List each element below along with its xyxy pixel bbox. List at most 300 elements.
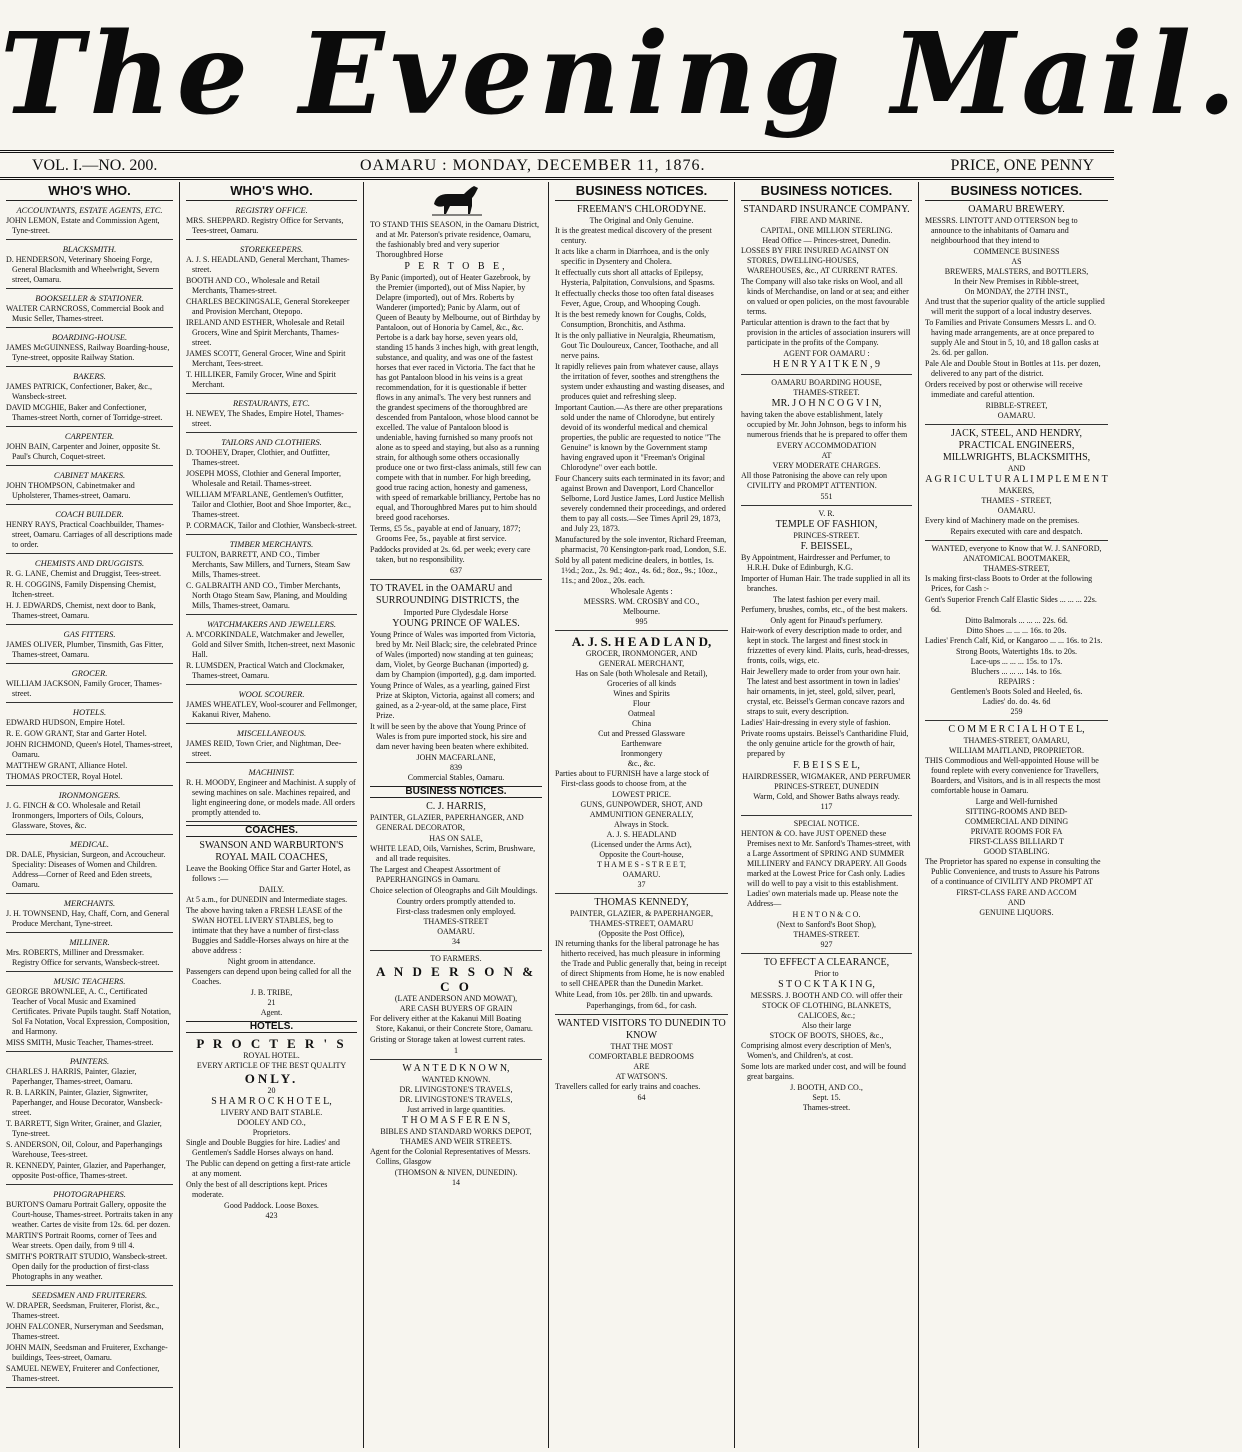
advert-line: AGENT FOR OAMARU :	[783, 349, 870, 358]
advert-line: THOMAS KENNEDY,	[594, 897, 689, 908]
advert-line: A N D E R S O N & C O	[375, 964, 537, 994]
advert-line: PRINCES-STREET, DUNEDIN	[774, 782, 879, 791]
advert-line: OAMARU BOARDING HOUSE,	[771, 378, 882, 387]
advert-line: Flour	[632, 699, 651, 708]
advert-line: REPAIRS :	[998, 677, 1035, 686]
advert-line: S T O C K T A K I N G,	[778, 979, 875, 990]
section-heading: HOTELS.	[72, 707, 107, 717]
directory-entry: JOHN FALCONER, Nurseryman and Seedsman, Thames-street.	[6, 1322, 164, 1341]
advert-line: Parties about to FURNISH have a large stock of First-class goods to choose from, at the	[555, 769, 710, 788]
advert-line: PRACTICAL ENGINEERS, MILLWRIGHTS, BLACKSMITHS,	[942, 440, 1091, 463]
section-heading: PAINTERS.	[69, 1056, 110, 1066]
advert-line: MESSRS. LINTOTT AND OTTERSON beg to announce to the inhabitants of Oamaru and neighbourhood that they intend to	[925, 216, 1078, 245]
advert-line: Orders received by post or otherwise will receive immediate and careful attention.	[925, 380, 1083, 399]
advert-line: Oatmeal	[627, 709, 656, 718]
advert-line: 14	[452, 1178, 460, 1187]
advert-line: MESSRS. J. BOOTH AND CO. will offer their	[750, 991, 903, 1000]
advert-line: 259	[1010, 707, 1023, 716]
advert-line: The latest fashion per every mail.	[772, 595, 881, 604]
section-heading: WOOL SCOURER.	[238, 689, 305, 699]
directory-entry: DR. DALE, Physician, Surgeon, and Accoucheur. Speciality: Diseases of Women and Children. Address—Corner of Reed and Eden streets, Oamaru.	[6, 850, 166, 889]
advert-line: PRIVATE ROOMS FOR FA	[970, 827, 1063, 836]
advert-line: Warm, Cold, and Shower Baths always ready.	[753, 792, 900, 801]
advert-line: WHITE LEAD, Oils, Varnishes, Scrim, Brushware, and all trade requisites.	[370, 844, 536, 863]
advert-line: The Company will also take risks on Wool, and all kinds of Merchandise, on land or at sea; and either on valued or open policies, on the most favourable terms.	[741, 277, 909, 316]
directory-entry: R. H. COGGINS, Family Dispensing Chemist, Itchen-street.	[6, 580, 157, 599]
advert-line: Imported Pure Clydesdale Horse	[403, 608, 509, 617]
advert-line: HAS ON SALE,	[429, 834, 483, 843]
section-heading: TAILORS AND CLOTHIERS.	[221, 437, 322, 447]
directory-entry: HENRY RAYS, Practical Coachbuilder, Thames-street, Oamaru. Carriages of all descriptions made to order.	[6, 520, 173, 549]
advert-line: WILLIAM MAITLAND, PROPRIETOR.	[949, 746, 1084, 755]
advert-line: Country orders promptly attended to.	[396, 897, 516, 906]
advert-line: Choice selection of Oleographs and Gilt Mouldings.	[370, 886, 538, 895]
section-heading: WATCHMAKERS AND JEWELLERS.	[206, 619, 337, 629]
advert-line: Hair-work of every description made to order, and kept in stock. The largest and finest stock in frizzettes of every kind. Plaits, curls, head-dresses, fronts, coils, wigs, etc.	[741, 626, 910, 665]
advert-line: Paddocks provided at 2s. 6d. per week; every care taken, but no responsibility.	[370, 545, 531, 564]
advert-line: On MONDAY, the 27TH INST.,	[964, 287, 1069, 296]
directory-entry: CHARLES J. HARRIS, Painter, Glazier, Paperhanger, Thames-street, Oamaru.	[6, 1067, 137, 1086]
directory-entry: MRS. SHEPPARD. Registry Office for Servants, Tees-street, Oamaru.	[186, 216, 344, 235]
advert-line: Perfumery, brushes, combs, etc., of the best makers.	[741, 605, 908, 614]
advert-line: TEMPLE OF FASHION,	[775, 519, 878, 530]
advert-line: CAPITAL, ONE MILLION STERLING.	[760, 226, 893, 235]
advert-line: Opposite the Court-house,	[599, 850, 684, 859]
directory-entry: IRELAND AND ESTHER, Wholesale and Retail Grocers, Wine and Spirit Merchants, Thames-street.	[186, 318, 345, 347]
advert-line: TO EFFECT A CLEARANCE,	[763, 957, 890, 968]
advert-line: The Proprietor has spared no expense in consulting the Public Convenience, and trusts to Assure his Patrons of a continuance of CIVILITY AND PROMPT AT	[925, 857, 1101, 886]
column-header: BUSINESS NOTICES.	[925, 182, 1108, 201]
advert-line: It acts like a charm in Diarrhoea, and is the only specific in Dysentery and Cholera.	[555, 247, 709, 266]
advert-line: BREWERS, MALSTERS, and BOTTLERS,	[944, 267, 1089, 276]
insurance-advert	[741, 204, 912, 371]
section-heading: CARPENTER.	[64, 431, 115, 441]
advert-line: Some lots are marked under cost, and will be found great bargains.	[741, 1062, 906, 1081]
advert-line: Passengers can depend upon being called for all the Coaches.	[186, 967, 352, 986]
advert-line: (Next to Sanford's Boot Shop),	[777, 920, 876, 929]
advert-line: DOOLEY AND CO.,	[237, 1118, 306, 1127]
directory-entry: JOSEPH MOSS, Clothier and General Importer, Wholesale and Retail. Thames-street.	[186, 469, 341, 488]
directory-entry: T. BARRETT, Sign Writer, Grainer, and Glazier, Tyne-street.	[6, 1119, 162, 1138]
advert-line: LIVERY AND BAIT STABLE.	[220, 1108, 323, 1117]
advert-line: COMFORTABLE BEDROOMS	[589, 1052, 694, 1061]
advert-line: Particular attention is drawn to the fact that by provision in the articles of association insurers will participate in the profits of the Company.	[741, 318, 911, 347]
advert-line: BIBLES AND STANDARD WORKS DEPOT,	[380, 1127, 532, 1136]
advert-line: T H O M A S F E R E N S,	[401, 1115, 511, 1126]
directory-list	[6, 205, 173, 1388]
advert-line: OAMARU.	[437, 927, 475, 936]
directory-list	[186, 205, 357, 822]
advert-line: C. J. HARRIS,	[426, 801, 486, 812]
advert-line: GUNS, GUNPOWDER, SHOT, AND	[580, 800, 703, 809]
column-header: WHO'S WHO.	[6, 182, 173, 201]
advert-line: The Largest and Cheapest Assortment of PAPERHANGINGS in Oamaru.	[370, 865, 501, 884]
directory-entry: MATTHEW GRANT, Alliance Hotel.	[6, 761, 128, 770]
advert-line: Wholesale Agents :	[610, 587, 673, 596]
directory-entry: D. HENDERSON, Veterinary Shoeing Forge, General Blacksmith and Wheelwright, Severn street, Oamaru.	[6, 255, 160, 284]
advert-line: LOWEST PRICE.	[612, 790, 671, 799]
directory-entry: J. G. FINCH & CO. Wholesale and Retail Ironmongers, Importers of Oils, Colours, Glassware, Stoves, &c.	[6, 801, 144, 830]
section-heading: MILLINER.	[69, 937, 110, 947]
engineers-advert	[925, 428, 1108, 537]
advert-line: Lace-ups ... ... ... 15s. to 17s.	[970, 657, 1063, 666]
advert-line: J. BOOTH, AND CO.,	[790, 1083, 863, 1092]
advert-line: 839	[450, 763, 462, 772]
advert-line: Always in Stock.	[614, 820, 669, 829]
advert-line: 551	[820, 492, 833, 501]
commercial-hotel-advert	[925, 724, 1108, 918]
directory-entry: THOMAS PROCTER, Royal Hotel.	[6, 772, 123, 781]
section-heading: TIMBER MERCHANTS.	[229, 539, 314, 549]
advert-line: MR. J O H N C O G V I N,	[771, 398, 882, 409]
advert-line: THAMES-STREET, OAMARU	[589, 919, 694, 928]
kennedy-advert	[555, 897, 728, 1011]
advert-line: H E N R Y A I T K E N , 9	[773, 359, 880, 370]
directory-entry: JOHN LEMON, Estate and Commission Agent, Tyne-street.	[6, 216, 160, 235]
advert-line: Groceries of all kinds	[606, 679, 677, 688]
column-business-3	[919, 182, 1114, 1448]
advert-line: OAMARU.	[997, 506, 1036, 515]
advert-line: Paperhangings, from 6d., for cash.	[586, 1001, 697, 1010]
directory-entry: JAMES OLIVER, Plumber, Tinsmith, Gas Fitter, Thames-street, Oamaru.	[6, 640, 164, 659]
business-notices-header: BUSINESS NOTICES.	[370, 786, 542, 798]
advert-line: 117	[820, 802, 833, 811]
advert-line: THAT THE MOST	[610, 1042, 673, 1051]
temple-of-fashion-advert	[741, 509, 912, 812]
advert-line: ROYAL MAIL COACHES,	[215, 852, 328, 863]
directory-entry: DAVID MCGHIE, Baker and Confectioner, Thames-street North, corner of Torridge-street.	[6, 403, 163, 422]
advert-line: Single and Double Buggies for hire. Ladies' and Gentlemen's Saddle Horses always on hand.	[186, 1138, 340, 1157]
advert-line: W A N T E D K N O W N,	[402, 1063, 510, 1074]
advert-line: (Opposite the Post Office),	[598, 929, 685, 938]
section-heading: GROCER.	[71, 668, 108, 678]
directory-entry: R. KENNEDY, Painter, Glazier, and Paperhanger, opposite Post-office, Thames-street.	[6, 1161, 166, 1180]
directory-entry: A. M'CORKINDALE, Watchmaker and Jeweller, Gold and Silver Smith, Itchen-street, next Masonic Hall.	[186, 630, 356, 659]
advert-line: Travellers called for early trains and coaches.	[555, 1082, 701, 1091]
advert-line: COMMERCIAL AND DINING	[964, 817, 1069, 826]
advert-line: Young Prince of Wales, as a yearling, gained First Prize at Skipton, Victoria, against all comers; and gained, as a 2-year-old, at the same place, First Prize.	[370, 681, 535, 720]
advert-line: 927	[820, 940, 833, 949]
advert-line: PRINCES-STREET.	[793, 531, 860, 540]
advert-line: THAMES-STREET,	[983, 564, 1050, 573]
advert-line: Manufactured by the sole inventor, Richard Freeman, pharmacist, 70 Kensington-park road, London, S.E.	[555, 535, 727, 554]
advert-line: (THOMSON & NIVEN, DUNEDIN).	[394, 1168, 518, 1177]
directory-entry: FULTON, BARRETT, AND CO., Timber Merchants, Saw Millers, and Turners, Steam Saw Mills, Thames-street.	[186, 550, 351, 579]
advert-line: F. B E I S S E L,	[793, 760, 860, 771]
issue-date: OAMARU : MONDAY, DECEMBER 11, 1876.	[360, 157, 706, 174]
advert-line: SITTING-ROOMS AND BED-	[965, 807, 1068, 816]
section-heading: REGISTRY OFFICE.	[235, 205, 308, 215]
advert-line: GROCER, IRONMONGER, AND	[585, 649, 698, 658]
advert-line: Pale Ale and Double Stout in Bottles at 11s. per dozen, delivered to any part of the district.	[925, 359, 1101, 378]
advert-line: DAILY.	[258, 885, 285, 894]
advert-line: Only the best of all descriptions kept. Prices moderate.	[186, 1180, 328, 1199]
section-heading: GAS FITTERS.	[63, 629, 116, 639]
advert-line: PAINTER, GLAZIER, PAPERHANGER, AND GENERAL DECORATOR,	[370, 813, 524, 832]
advert-line: Gristing or Storage taken at lowest current rates.	[370, 1035, 526, 1044]
directory-entry: T. HILLIKER, Family Grocer, Wine and Spirit Merchant.	[186, 370, 336, 389]
advert-line: A. J. S. H E A D L A N D,	[571, 634, 712, 649]
advert-line: It will be seen by the above that Young Prince of Wales is from pure imported stock, his sire and dam never having been beaten where exhibited.	[370, 722, 529, 751]
advert-line: Wines and Spirits	[613, 689, 670, 698]
column-business-2	[735, 182, 919, 1448]
directory-entry: Mrs. ROBERTS, Milliner and Dressmaker. Registry Office for servants, Wansbeck-street.	[6, 948, 160, 967]
advert-line: T H A M E S - S T R E E T,	[597, 860, 686, 869]
bootmaker-advert	[925, 544, 1108, 717]
advert-line: A. J. S. HEADLAND	[606, 830, 677, 839]
directory-entry: JAMES SCOTT, General Grocer, Wine and Spirit Merchant, Tees-street.	[186, 349, 346, 368]
advert-line: STOCK OF BOOTS, SHOES, &c.,	[769, 1031, 884, 1040]
directory-entry: A. J. S. HEADLAND, General Merchant, Thames-street.	[186, 255, 350, 274]
section-heading: MERCHANTS.	[63, 898, 116, 908]
advert-line: First-class tradesmen only employed.	[396, 907, 516, 916]
advert-line: Comprising almost every description of Men's, Women's, and Children's, at cost.	[741, 1041, 892, 1060]
advert-line: THAMES - STREET,	[981, 496, 1052, 505]
advert-line: THIS Commodious and Well-appointed House will be found replete with every convenience for Travellers, Boarders, and Visitors, and is in all respects the most comfortable house in Oamaru.	[925, 756, 1101, 795]
directory-entry: H. NEWEY, The Shades, Empire Hotel, Thames-street.	[186, 409, 344, 428]
directory-entry: W. DRAPER, Seedsman, Fruiterer, Florist, &c., Thames-street.	[6, 1301, 160, 1320]
section-heading: STOREKEEPERS.	[239, 244, 304, 254]
advert-line: FREEMAN'S CHLORODYNE.	[576, 204, 707, 215]
advert-line: It rapidly relieves pain from whatever cause, allays the irritation of fever, soothes and strengthens the system under exhausting and wasting diseases, and produces quiet and refreshing sleep.	[555, 362, 725, 401]
advert-line: Prior to	[814, 969, 839, 978]
advert-line: Also their large	[801, 1021, 852, 1030]
directory-entry: BOOTH AND CO., Wholesale and Retail Merchants, Thames-street.	[186, 276, 320, 295]
advert-line: Every kind of Machinery made on the premises.	[925, 516, 1080, 525]
advert-line: Melbourne.	[622, 607, 661, 616]
coaches-header: COACHES.	[186, 825, 357, 837]
advert-line: Proprietors.	[252, 1128, 291, 1137]
advert-line: 21	[267, 998, 276, 1007]
clydesdale-advert	[370, 583, 542, 783]
advert-line: COMMENCE BUSINESS	[973, 247, 1060, 256]
advert-line: 1	[454, 1046, 458, 1055]
advert-line: AMMUNITION GENERALLY,	[589, 810, 694, 819]
advert-line: SPECIAL NOTICE.	[793, 819, 860, 828]
directory-entry: H. J. EDWARDS, Chemist, next door to Bank, Thames-street, Oamaru.	[6, 601, 156, 620]
advert-line: AND	[1007, 464, 1026, 473]
directory-entry: JAMES WHEATLEY, Wool-scourer and Fellmonger, Kakanui River, Maheno.	[186, 700, 358, 719]
advert-line: having taken the above establishment, lately occupied by Mr. John Johnson, begs to inform his numerous friends that he is prepared to offer them	[741, 410, 908, 439]
advert-line: Agent.	[260, 1008, 283, 1017]
advert-line: Repairs executed with care and despatch.	[950, 527, 1083, 536]
advert-line: 423	[265, 1211, 278, 1220]
advert-line: Leave the Booking Office Star and Garter Hotel, as follows :—	[186, 864, 351, 883]
directory-entry: GEORGE BROWNLEE, A. C., Certificated Teacher of Vocal Music and Examined Certificates. Private Pupils taught. Staff Notation, Sol Fa Notation, Vocal Expression, Composition, and Harmony.	[6, 987, 171, 1036]
advert-line: For delivery either at the Kakanui Mill Boating Store, Kakanui, or their Concrete Store, Oamaru.	[370, 1014, 533, 1033]
advert-line: All those Patronising the above can rely upon CIVILITY and PROMPT ATTENTION.	[741, 471, 887, 490]
directory-entry: BURTON'S Oamaru Portrait Gallery, opposite the Court-house, Thames-street. Portraits taken in any weather. Cartes de visite from 12s. 6d. per dozen.	[6, 1200, 173, 1229]
advert-line: (Licensed under the Arms Act),	[591, 840, 692, 849]
advert-line: Agent for the Colonial Representatives of Messrs. Collins, Glasgow	[370, 1147, 531, 1166]
advert-line: F. BEISSEL,	[800, 541, 853, 552]
advert-line: OAMARU BREWERY.	[968, 204, 1065, 215]
horse-icon	[426, 182, 486, 218]
directory-entry: R. G. LANE, Chemist and Druggist, Tees-street.	[6, 569, 162, 578]
advert-line: 995	[635, 617, 648, 626]
advert-line: It is the greatest medical discovery of the present century.	[555, 226, 712, 245]
advert-line: And trust that the superior quality of the article supplied will merit the support of a local industry deserves.	[925, 297, 1105, 316]
advert-line: EVERY ARTICLE OF THE BEST QUALITY	[196, 1061, 347, 1070]
advert-line: By Appointment, Hairdresser and Perfumer, to H.R.H. Duke of Edinburgh, K.G.	[741, 553, 891, 572]
advert-line: GENERAL MERCHANT,	[598, 659, 685, 668]
advert-line: Ladies' do. do. 4s. 6d	[982, 697, 1051, 706]
directory-entry: JAMES McGUINNESS, Railway Boarding-house, Tyne-street, opposite Railway Station.	[6, 343, 170, 362]
advert-line: MESSRS. WM. CROSBY and CO.,	[583, 597, 700, 606]
advert-line: Ditto Shoes ... ... ... 16s. to 20s.	[966, 626, 1067, 635]
directory-entry: R. LUMSDEN, Practical Watch and Clockmaker, Thames-street, Oamaru.	[186, 661, 345, 680]
advert-line: THAMES-STREET.	[793, 930, 860, 939]
advert-line: OAMARU.	[997, 411, 1036, 420]
section-heading: BLACKSMITH.	[62, 244, 117, 254]
issue-price: PRICE, ONE PENNY	[950, 157, 1094, 174]
volume-number: VOL. I.—NO. 200.	[32, 157, 158, 174]
advert-line: SWANSON AND WARBURTON'S	[199, 840, 344, 851]
advert-line: OAMARU.	[622, 870, 661, 879]
advert-line: P E R T O B E,	[404, 261, 508, 272]
advert-line: C O M M E R C I A L H O T E L,	[948, 724, 1085, 735]
headland-advert	[555, 634, 728, 890]
advert-line: WANTED KNOWN.	[421, 1075, 491, 1084]
advert-line: It effectually checks those too often fatal diseases Fever, Ague, Croup, and Whooping Cough.	[555, 289, 714, 308]
advert-line: ROYAL HOTEL.	[243, 1051, 300, 1060]
advert-line: Ladies' Hair-dressing in every style of fashion.	[741, 718, 891, 727]
advert-line: Ironmongery	[620, 749, 663, 758]
advert-line: THAMES-STREET	[423, 917, 489, 926]
advert-line: 34	[452, 937, 460, 946]
advert-line: In their New Premises in Ribble-street,	[954, 277, 1079, 286]
directory-entry: J. H. TOWNSEND, Hay, Chaff, Corn, and General Produce Merchant, Tyne-street.	[6, 909, 170, 928]
advert-line: 20	[267, 1086, 276, 1095]
directory-entry: JOHN THOMPSON, Cabinetmaker and Upholsterer, Thames-street, Oamaru.	[6, 481, 135, 500]
advert-line: Gent's Superior French Calf Elastic Sides ... ... ... 22s. 6d.	[925, 595, 1097, 614]
advert-line: Just arrived in large quantities.	[406, 1105, 506, 1114]
advert-line: FIRST-CLASS BILLIARD T	[969, 837, 1064, 846]
directory-entry: R. B. LARKIN, Painter, Glazier, Signwriter, Paperhanger, and House Decorator, Wansbeck-street.	[6, 1088, 163, 1117]
advert-line: ONLY.	[244, 1071, 299, 1086]
advert-line: Night groom in attendance.	[227, 957, 316, 966]
advert-line: 37	[637, 880, 646, 889]
advert-line: Has on Sale (both Wholesale and Retail),	[575, 669, 708, 678]
advert-line: The Public can depend on getting a first-rate article at any moment.	[186, 1159, 351, 1178]
advert-line: H E N T O N & C O.	[792, 910, 861, 919]
directory-entry: JAMES PATRICK, Confectioner, Baker, &c., Wansbeck-street.	[6, 382, 152, 401]
section-heading: MEDICAL.	[70, 839, 109, 849]
special-notice-advert	[741, 819, 912, 950]
advert-line: P R O C T E R ' S	[196, 1036, 347, 1051]
advert-line: It effectually cuts short all attacks of Epilepsy, Hysteria, Palpitation, Convulsions, and Spasms.	[555, 268, 715, 287]
advert-line: AND	[1007, 898, 1026, 907]
advert-line: GOOD STABLING.	[983, 847, 1050, 856]
advert-line: FIRST-CLASS FARE AND ACCOM	[956, 888, 1077, 897]
advert-line: DR. LIVINGSTONE'S TRAVELS,	[399, 1095, 513, 1104]
advert-line: Ditto Balmorals ... ... ... 22s. 6d.	[965, 616, 1068, 625]
column-header: WHO'S WHO.	[186, 182, 357, 201]
hotels-header: HOTELS.	[186, 1021, 357, 1033]
directory-entry: D. TOOHEY, Draper, Clothier, and Outfitter, Thames-street.	[186, 448, 330, 467]
hotels-advert	[186, 1036, 357, 1221]
section-heading: BOARDING-HOUSE.	[51, 332, 128, 342]
advert-line: AS	[1011, 257, 1022, 266]
advert-line: FIRE AND MARINE.	[790, 216, 863, 225]
advert-line: THAMES AND WEIR STREETS.	[400, 1137, 512, 1146]
advert-line: 637	[450, 566, 462, 575]
section-heading: ACCOUNTANTS, ESTATE AGENTS, ETC.	[16, 205, 163, 215]
advert-line: Good Paddock. Loose Boxes.	[224, 1201, 319, 1210]
section-heading: CHEMISTS AND DRUGGISTS.	[34, 558, 145, 568]
advert-line: TO TRAVEL in the OAMARU and SURROUNDING DISTRICTS, the	[370, 583, 520, 606]
directory-entry: C. GALBRAITH AND CO., Timber Merchants, North Otago Steam Saw, Planing, and Moulding Mills, Thames-street, Oamaru.	[186, 581, 348, 610]
directory-entry: P. CORMACK, Tailor and Clothier, Wansbeck-street.	[186, 521, 357, 530]
advert-line: STANDARD INSURANCE COMPANY.	[743, 204, 910, 215]
directory-entry: R. E. GOW GRANT, Star and Garter Hotel.	[6, 729, 147, 738]
wanted-known-advert	[370, 1063, 542, 1188]
advert-line: China	[631, 719, 652, 728]
advert-line: Hair Jewellery made to order from your own hair. The latest and best assortment in town in ladies' hair ornaments, in jet, steel, gold, silver, pearl, crystal, etc. Beissel's German concave razors and straps to suit, every description.	[741, 667, 905, 716]
advert-line: Large and Well-furnished	[975, 797, 1058, 806]
directory-entry: JOHN RICHMOND, Queen's Hotel, Thames-street, Oamaru.	[6, 740, 173, 759]
section-heading: MISCELLANEOUS.	[236, 728, 307, 738]
advert-line: JOHN MACFARLANE,	[416, 753, 496, 762]
section-heading: BOOKSELLER & STATIONER.	[35, 293, 144, 303]
column-header: BUSINESS NOTICES.	[555, 182, 728, 201]
column-business-1	[549, 182, 735, 1448]
boarding-house-advert	[741, 378, 912, 502]
advert-line: Is making first-class Boots to Order at the following Prices, for Cash :-	[925, 574, 1093, 593]
advert-line: V. R.	[818, 509, 835, 518]
directory-entry: WILLIAM JACKSON, Family Grocer, Thames-street.	[6, 679, 162, 698]
section-heading: PHOTOGRAPHERS.	[53, 1189, 126, 1199]
advert-line: Thames-street.	[802, 1103, 851, 1112]
advert-line: The above having taken a FRESH LEASE of the SWAN HOTEL LIVERY STABLES, beg to intimate that they have a number of first-class Buggies and Saddle-Horses always on hire at the above address :	[186, 906, 349, 955]
section-heading: MUSIC TEACHERS.	[53, 976, 126, 986]
advert-line: GENUINE LIQUORS.	[979, 908, 1054, 917]
directory-entry: JOHN BAIN, Carpenter and Joiner, opposite St. Paul's Church, Coquet-street.	[6, 442, 161, 461]
advert-line: HAIRDRESSER, WIGMAKER, AND PERFUMER	[742, 772, 911, 781]
advert-line: Sold by all patent medicine dealers, in bottles, 1s. 1½d.; 2oz., 2s. 9d.; 4oz., 4s. 6d.; 8oz., 9s.; 10oz., 11s.; and 20oz., 20s. each.	[555, 556, 718, 585]
advert-line: Only agent for Pinaud's perfumery.	[770, 616, 883, 625]
advert-line: PAINTER, GLAZIER, & PAPERHANGER,	[570, 909, 713, 918]
section-heading: MACHINIST.	[248, 767, 295, 777]
directory-entry: MISS SMITH, Music Teacher, Thames-street.	[6, 1038, 154, 1047]
advert-line: At 5 a.m., for DUNEDIN and Intermediate stages.	[186, 895, 348, 904]
directory-entry: JOHN MAIN, Seedsman and Fruiterer, Exchange-buildings, Tees-street, Oamaru.	[6, 1343, 168, 1362]
advert-line: TO STAND THIS SEASON, in the Oamaru District, and at Mr. Paterson's private residence, Oamaru, the fashionably bred and very superior Thoroughbred Horse	[370, 220, 540, 259]
advert-line: J. B. TRIBE,	[250, 988, 293, 997]
advert-line: Terms, £5 5s., payable at end of January, 1877; Grooms Fee, 5s., payable at first service.	[370, 524, 521, 543]
directory-entry: S. ANDERSON, Oil, Colour, and Paperhangings Warehouse, Tees-street.	[6, 1140, 163, 1159]
advert-line: STOCK OF CLOTHING, BLANKETS, CALICOES, &c.;	[762, 1001, 891, 1020]
advert-line: Four Chancery suits each terminated in its favor; and against Brown and Davenport, Lord Chancellor Selborne, Lord Justice James, Lord Justice Mellish severely condemned their proceedings, and ordered them to pay all costs.—See Times April 29, 1873, and July 23, 1873.	[555, 474, 726, 533]
advert-line: To Families and Private Consumers Messrs L. and O. having made arrangements, are at once prepared to supply Ale and Stout in 5, 10, and 18 gallon casks at 2s. 6d. per gallon.	[925, 318, 1099, 357]
directory-entry: CHARLES BECKINGSALE, General Storekeeper and Provision Merchant, Otepopo.	[186, 297, 350, 316]
directory-entry: R. H. MOODY, Engineer and Machinist. A supply of sewing machines on sale. Machines repaired, and light engineering done, or models made. All orders promptly attended to.	[186, 778, 356, 817]
advert-line: Strong Boots, Watertights 18s. to 20s.	[956, 647, 1077, 656]
advert-line: DR. LIVINGSTONE'S TRAVELS,	[399, 1085, 513, 1094]
section-heading: COACH BUILDER.	[55, 509, 124, 519]
advert-line: THAMES-STREET.	[793, 388, 860, 397]
advert-line: Bluchers ... ... ... 14s. to 16s.	[971, 667, 1062, 676]
directory-entry: SMITH'S PORTRAIT STUDIO, Wansbeck-street. Open daily for the production of first-class Photographs in any weather.	[6, 1252, 168, 1281]
advert-line: It is the best remedy known for Coughs, Colds, Consumption, Bronchitis, and Asthma.	[555, 310, 707, 329]
advert-line: Gentlemen's Boots Soled and Heeled, 6s.	[950, 687, 1083, 696]
section-heading: IRONMONGERS.	[58, 790, 121, 800]
advert-line: YOUNG PRINCE OF WALES.	[392, 618, 520, 629]
advert-line: Importer of Human Hair. The trade supplied in all its branches.	[741, 574, 911, 593]
advert-line: MAKERS,	[998, 486, 1035, 495]
harris-advert	[370, 801, 542, 947]
column-header: BUSINESS NOTICES.	[741, 182, 912, 201]
